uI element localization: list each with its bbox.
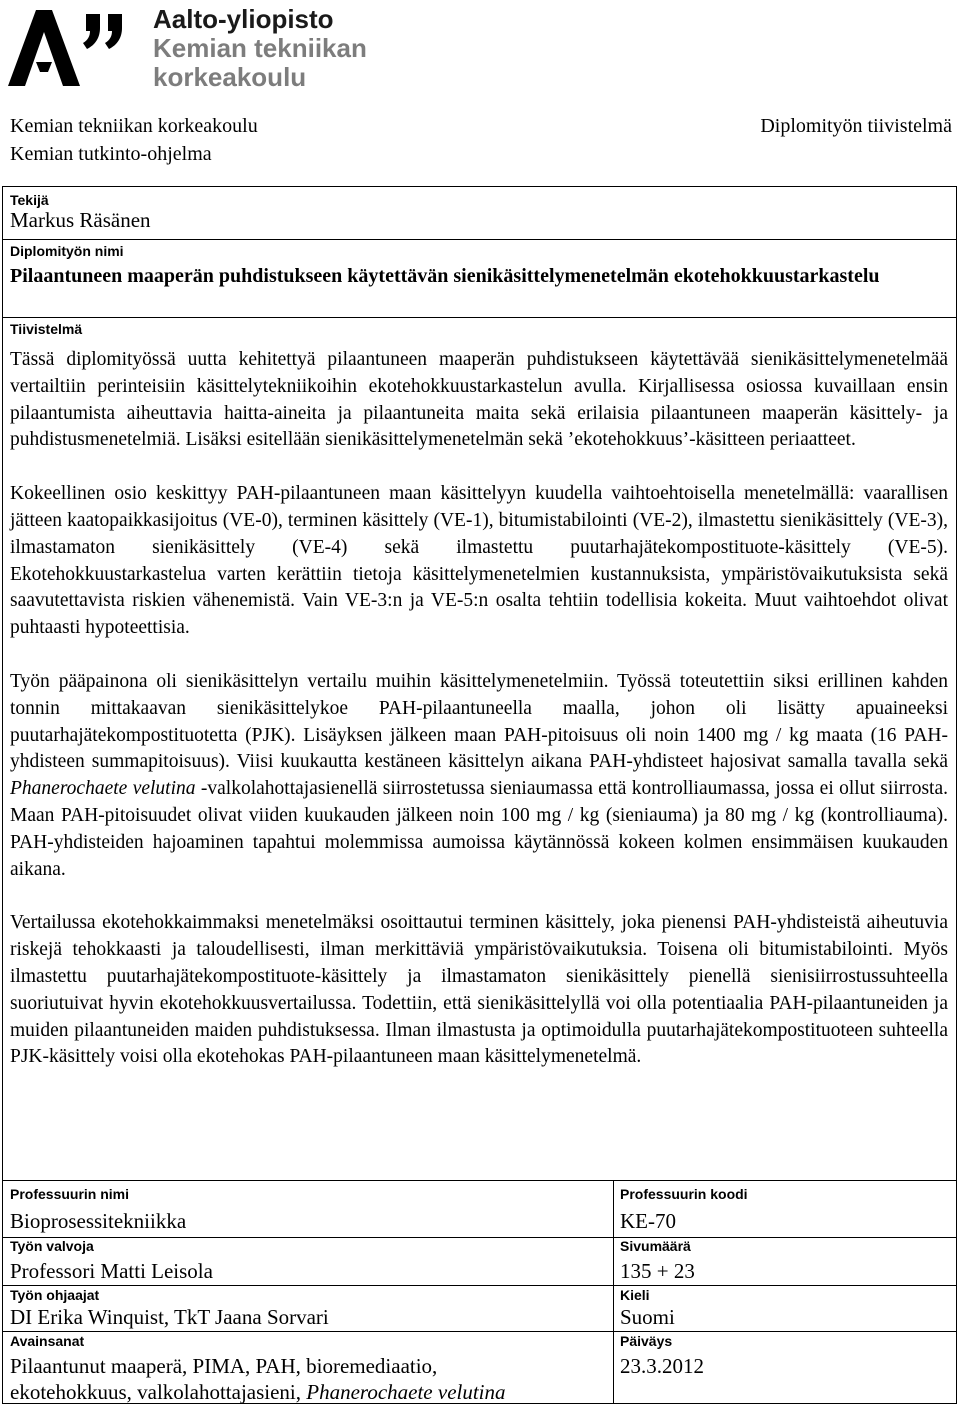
divider bbox=[3, 1180, 956, 1181]
school-block bbox=[10, 112, 258, 168]
abstract-paragraph: Vertailussa ekotehokkaimmaksi menetelmäksi osoittautui terminen käsittely, joka pienensi PAH-yhdisteistä aiheutuvia riskejä tehokkaasti ja taloudellisesti, ilman merkittäviä ympäristövaikutuksia. Toisena oli bitumistabilointi. Myös ilmastettu puutarhajätekompostituote-käsittely ja ilmastamaton sienikäsittely pienellä sienisiirrostussuhteella suoriutuivat hyvin ekotehokkuusvertailussa. Todettiin, että sienikäsittelyllä voi olla potentiaalia PAH-pilaantuneiden ja muiden pilaantuneiden maiden puhdistuksessa. Ilman ilmastusta ja optimoidulla puutarhajätekompostituoteen suhteella PJK-käsittely voisi olla ekotehokas PAH-pilaantuneen maan käsittelymenetelmä. bbox=[10, 912, 948, 1068]
school-logo-line1: Kemian tekniikan bbox=[153, 33, 367, 63]
instructors-label: Työn ohjaajat bbox=[10, 1287, 100, 1303]
keywords-line: Pilaantunut maaperä, PIMA, PAH, bioremediaatio, bbox=[10, 1354, 438, 1378]
language-label: Kieli bbox=[620, 1287, 650, 1303]
date-label: Päiväys bbox=[620, 1333, 673, 1349]
species-name: Phanerochaete velutina bbox=[306, 1380, 506, 1404]
abstract-paragraph bbox=[10, 669, 948, 883]
keywords-value bbox=[10, 1353, 506, 1405]
abstract-label: Tiivistelmä bbox=[10, 321, 83, 337]
university-name: Aalto-yliopisto bbox=[153, 4, 334, 34]
date-value: 23.3.2012 bbox=[620, 1354, 704, 1378]
school-logo-line2: korkeakoulu bbox=[153, 62, 307, 92]
abstract-body bbox=[10, 347, 948, 1071]
professorship-code-value: KE-70 bbox=[620, 1209, 676, 1233]
divider bbox=[3, 1285, 956, 1286]
author-label: Tekijä bbox=[10, 192, 49, 208]
supervisor-value: Professori Matti Leisola bbox=[10, 1259, 213, 1283]
professorship-value: Bioprosessitekniikka bbox=[10, 1209, 187, 1233]
aalto-logo-icon bbox=[8, 10, 128, 88]
instructors-value: DI Erika Winquist, TkT Jaana Sorvari bbox=[10, 1305, 329, 1329]
text-span: ekotehokkuus, valkolahottajasieni, bbox=[10, 1380, 307, 1404]
language-value: Suomi bbox=[620, 1305, 675, 1329]
pages-value: 135 + 23 bbox=[620, 1259, 695, 1283]
school-name: Kemian tekniikan korkeakoulu bbox=[10, 115, 258, 137]
programme-name: Kemian tutkinto-ohjelma bbox=[10, 143, 212, 165]
document-type: Diplomityön tiivistelmä bbox=[760, 115, 952, 137]
university-logo bbox=[0, 0, 420, 100]
thesis-title-value: Pilaantuneen maaperän puhdistukseen käytettävän sienikäsittelymenetelmän ekotehokkuustarkastelu bbox=[10, 265, 880, 287]
author-value: Markus Räsänen bbox=[10, 208, 151, 232]
divider bbox=[3, 239, 956, 240]
text-span: -valkolahottajasienellä siirrostetussa sieniaumassa että kontrolliaumassa, jossa ei ollut siirrosta. Maan PAH-pitoisuudet olivat viiden kuukauden jälkeen noin 100 mg / kg (sieniauma) ja 80 mg / kg (kontrolliauma). PAH-yhdisteiden hajoaminen tapahtui molemmissa aumoissa käytännössä kokeen kolmen ensimmäisen kuukauden aikana. bbox=[10, 778, 948, 880]
species-name: Phanerochaete velutina bbox=[10, 778, 196, 800]
divider bbox=[3, 1237, 956, 1238]
supervisor-label: Työn valvoja bbox=[10, 1238, 94, 1254]
column-divider bbox=[613, 1180, 614, 1403]
abstract-paragraph: Kokeellinen osio keskittyy PAH-pilaantuneen maan käsittelyyn kuudella vaihtoehtoisella menetelmällä: vaarallisen jätteen kaatopaikkasijoitus (VE-0), terminen käsittely (VE-1), bitumistabilointi (VE-2), ilmastettu sienikäsittely (VE-3), ilmastamaton sienikäsittely (VE-4) sekä ilmastettu puutarhajätekompostituote-käsittely (VE-5). Ekotehokkuustarkastelua varten kerättiin tietoja käsittelymenetelmien kustannuksista, ympäristövaikutuksista sekä saavutettavista riskien vähenemistä. Vain VE-3:n ja VE-5:n osalta tehtiin todellisia kokeita. Muut vaihtoehdot olivat puhtaasti hypoteettisia. bbox=[10, 483, 948, 639]
abstract-form bbox=[2, 186, 957, 1404]
divider bbox=[3, 1331, 956, 1332]
text-span: Työn pääpainona oli sienikäsittelyn vertailu muihin käsittelymenetelmiin. Työssä toteutettiin siksi erillinen kahden tonnin mittakaavan sienikäsittelykoe PAH-pilaantuneella maalla, johon oli lisätty apuaineeksi puutarhajätekompostituotetta (PJK). Lisäyksen jälkeen maan PAH-pitoisuus oli noin 1400 mg / kg maata (16 PAH-yhdisteen summapitoisuus). Viisi kuukautta kestäneen käsittelyn aikana PAH-yhdisteet hajosivat samalla tavalla sekä bbox=[10, 670, 948, 773]
keywords-line bbox=[10, 1379, 506, 1405]
pages-label: Sivumäärä bbox=[620, 1238, 691, 1254]
professorship-label: Professuurin nimi bbox=[10, 1186, 130, 1202]
abstract-paragraph: Tässä diplomityössä uutta kehitettyä pilaantuneen maaperän puhdistukseen käytettävää sienikäsittelymenetelmää vertailtiin perinteisiin käsittelytekniikoihin ekotehokkuustarkastelun avulla. Kirjallisessa osiossa kuvaillaan ensin pilaantumista aiheuttavia haitta-aineita ja pilaantuneita maita sekä erilaisia pilaantuneen maaperän käsittely- ja puhdistusmenetelmiä. Lisäksi esitellään sienikäsittelymenetelmän sekä ’ekotehokkuus’-käsitteen periaatteet. bbox=[10, 349, 948, 451]
professorship-code-label: Professuurin koodi bbox=[620, 1186, 748, 1202]
divider bbox=[3, 317, 956, 318]
thesis-title-label: Diplomityön nimi bbox=[10, 243, 124, 259]
keywords-label: Avainsanat bbox=[10, 1333, 85, 1349]
